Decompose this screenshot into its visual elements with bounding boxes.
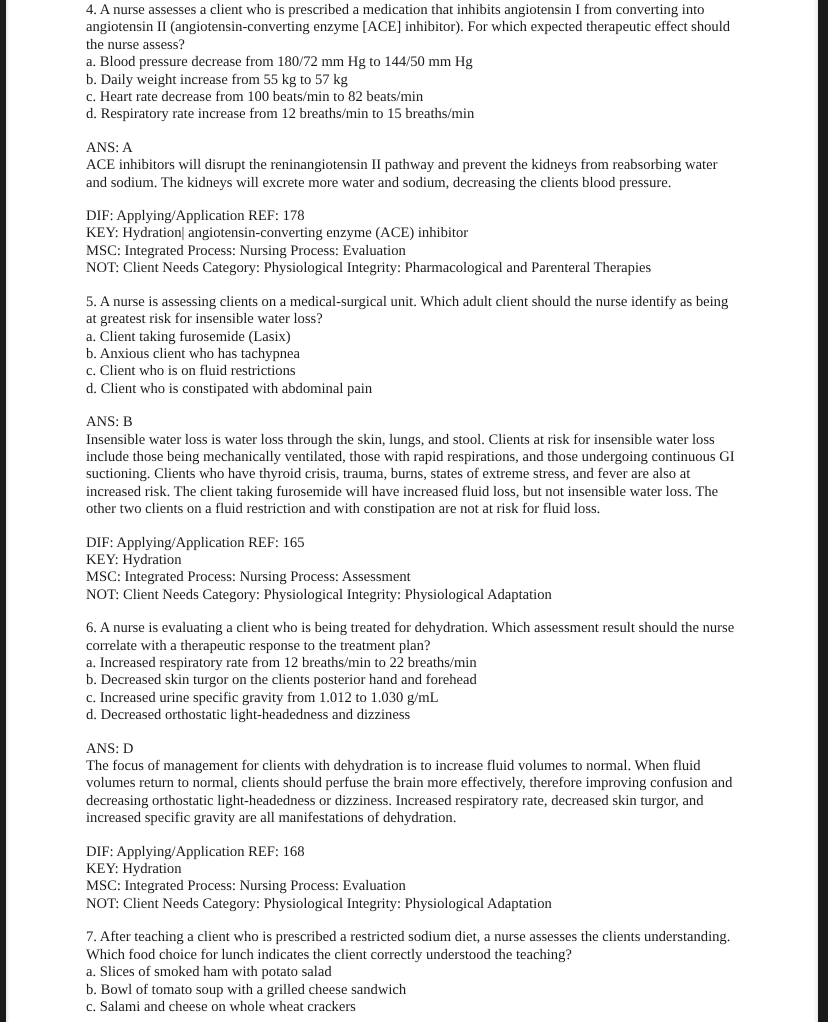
meta-not: NOT: Client Needs Category: Physiological Integrity: Physiological Adaptation: [86, 586, 552, 603]
rationale-line: and sodium. The kidneys will excrete more water and sodium, decreasing the clients blood pressure.: [86, 174, 672, 191]
answer-choice-a: a. Blood pressure decrease from 180/72 mm Hg to 144/50 mm Hg: [86, 54, 473, 71]
question-block-5: [86, 294, 748, 398]
question-stem-line: angiotensin II (angiotensin-converting enzyme [ACE] inhibitor). For which expected therapeutic effect should: [86, 19, 731, 36]
meta-key: KEY: Hydration: [86, 551, 182, 568]
meta-msc: MSC: Integrated Process: Nursing Process: Assessment: [86, 569, 411, 586]
rationale-block-5: [86, 414, 748, 518]
meta-dif-ref: DIF: Applying/Application REF: 178: [86, 208, 305, 225]
rationale-line: ACE inhibitors will disrupt the reninangiotensin II pathway and prevent the kidneys from reabsorbing water: [86, 157, 718, 174]
answer-choice-b: b. Decreased skin turgor on the clients posterior hand and forehead: [86, 672, 477, 689]
question-stem-line: correlate with a therapeutic response to the treatment plan?: [86, 637, 431, 654]
question-block-7: [86, 929, 748, 1016]
answer-choice-b: b. Anxious client who has tachypnea: [86, 345, 300, 362]
answer-choice-a: a. Slices of smoked ham with potato salad: [86, 964, 332, 981]
meta-key: KEY: Hydration: [86, 861, 182, 878]
rationale-line: volumes return to normal, clients should perfuse the brain more effectively, therefore improving confusion and: [86, 775, 733, 792]
answer-choice-a: a. Increased respiratory rate from 12 breaths/min to 22 breaths/min: [86, 655, 477, 671]
answer-choice-a: a. Client taking furosemide (Lasix): [86, 328, 291, 345]
rationale-block-4: [86, 140, 748, 192]
rationale-line: Insensible water loss is water loss through the skin, lungs, and stool. Clients at risk for insensible water loss: [86, 431, 715, 448]
document-text-column: [86, 2, 748, 1016]
answer-choice-b: b. Daily weight increase from 55 kg to 57 kg: [86, 71, 348, 88]
answer-choice-d: d. Decreased orthostatic light-headedness and dizziness: [86, 707, 411, 724]
metadata-block-6: [86, 844, 748, 914]
question-block-4: [86, 2, 748, 124]
answer-choice-c: c. Increased urine specific gravity from 1.012 to 1.030 g/mL: [86, 689, 439, 706]
metadata-block-4: [86, 208, 748, 278]
rationale-line: include those being mechanically ventilated, those with rapid respirations, and those undergoing continuous GI: [86, 448, 735, 465]
meta-msc: MSC: Integrated Process: Nursing Process: Evaluation: [86, 878, 406, 895]
question-stem-line: 6. A nurse is evaluating a client who is being treated for dehydration. Which assessment result should the nurse: [86, 620, 735, 637]
meta-dif-ref: DIF: Applying/Application REF: 165: [86, 534, 305, 551]
scanned-page-sheet: [6, 0, 818, 1022]
rationale-line: other two clients on a fluid restriction and with constipation are not at risk for fluid loss.: [86, 501, 601, 518]
answer-key-label: ANS: D: [86, 740, 134, 757]
meta-not: NOT: Client Needs Category: Physiological Integrity: Physiological Adaptation: [86, 895, 552, 912]
meta-not: NOT: Client Needs Category: Physiological Integrity: Pharmacological and Parenteral Therapies: [86, 260, 652, 277]
answer-choice-c: c. Heart rate decrease from 100 beats/min to 82 beats/min: [86, 89, 424, 106]
metadata-block-5: [86, 535, 748, 605]
question-stem-line: the nurse assess?: [86, 36, 185, 53]
question-stem-line: 7. After teaching a client who is prescribed a restricted sodium diet, a nurse assesses the clients understanding.: [86, 929, 731, 946]
meta-dif-ref: DIF: Applying/Application REF: 168: [86, 843, 305, 860]
answer-choice-c: c. Client who is on fluid restrictions: [86, 363, 296, 380]
answer-choice-b: b. Bowl of tomato soup with a grilled cheese sandwich: [86, 981, 407, 998]
rationale-line: The focus of management for clients with dehydration is to increase fluid volumes to normal. When fluid: [86, 758, 701, 775]
answer-choice-c: c. Salami and cheese on whole wheat crackers: [86, 998, 356, 1015]
rationale-line: increased risk. The client taking furosemide will have increased fluid loss, but not insensible water loss. The: [86, 483, 719, 500]
question-stem-line: Which food choice for lunch indicates the client correctly understood the teaching?: [86, 946, 572, 963]
answer-choice-d: d. Client who is constipated with abdominal pain: [86, 380, 373, 397]
rationale-block-6: [86, 741, 748, 828]
rationale-line: increased specific gravity are all manifestations of dehydration.: [86, 810, 457, 827]
question-stem-line: at greatest risk for insensible water loss?: [86, 311, 323, 328]
meta-msc: MSC: Integrated Process: Nursing Process: Evaluation: [86, 242, 406, 259]
question-stem-line: 4. A nurse assesses a client who is prescribed a medication that inhibits angiotensin I from converting into: [86, 2, 705, 18]
answer-key-label: ANS: B: [86, 414, 133, 431]
question-block-6: [86, 620, 748, 724]
rationale-line: decreasing orthostatic light-headedness or dizziness. Increased respiratory rate, decreased skin turgor, and: [86, 792, 704, 809]
question-stem-line: 5. A nurse is assessing clients on a medical-surgical unit. Which adult client should the nurse identify as being: [86, 293, 729, 310]
answer-key-label: ANS: A: [86, 139, 133, 156]
meta-key: KEY: Hydration| angiotensin-converting enzyme (ACE) inhibitor: [86, 225, 469, 242]
rationale-line: suctioning. Clients who have thyroid crisis, trauma, burns, states of extreme stress, and fever are also at: [86, 466, 691, 483]
answer-choice-d: d. Respiratory rate increase from 12 breaths/min to 15 breaths/min: [86, 106, 475, 123]
